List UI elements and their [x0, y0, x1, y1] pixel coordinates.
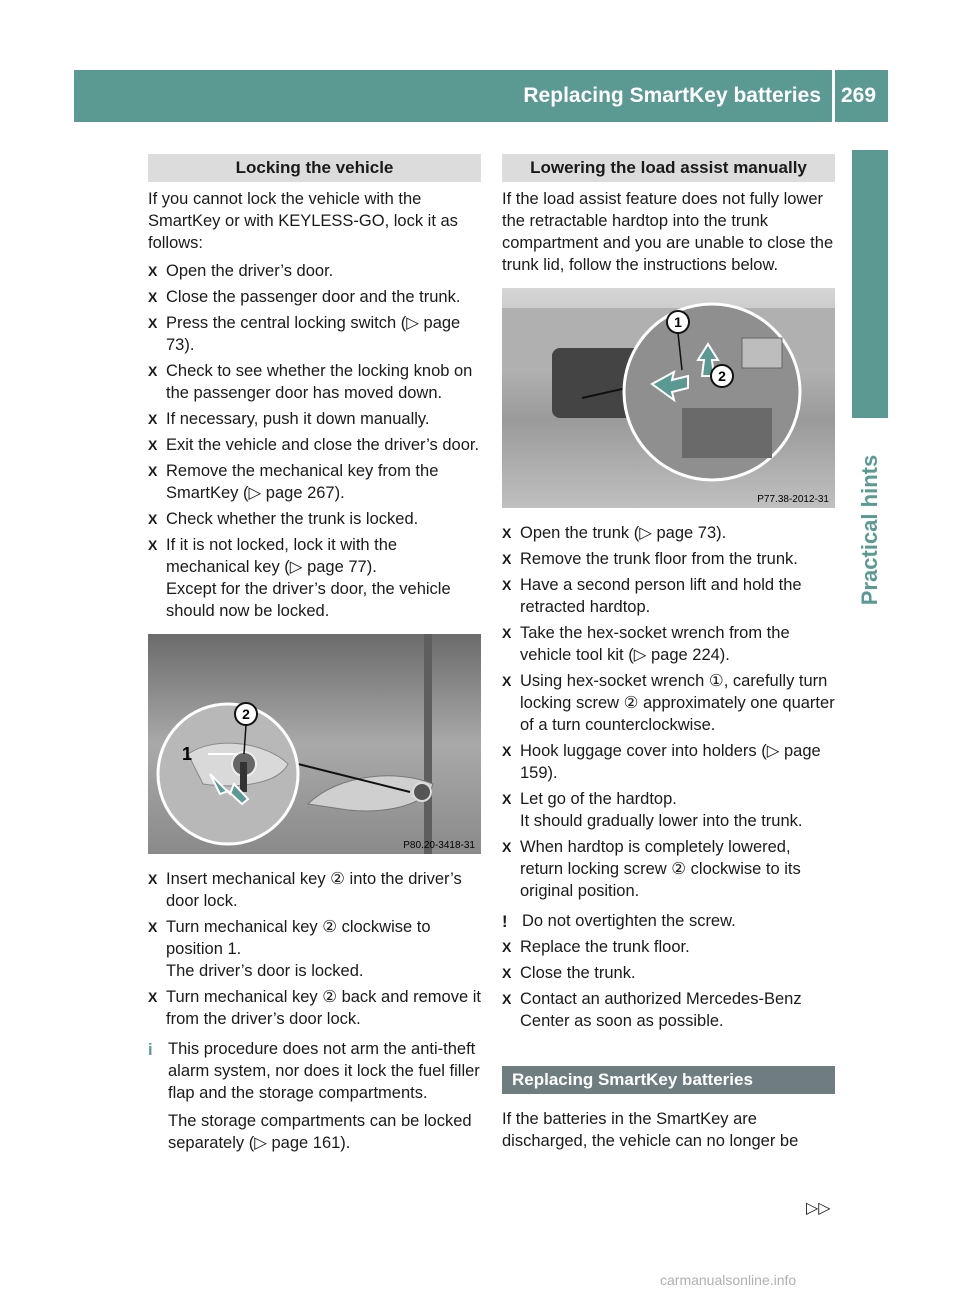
- step-marker-icon: X: [148, 919, 158, 935]
- list-item: X Let go of the hardtop. It should gradually lower into the trunk.: [502, 790, 803, 830]
- list-item: X Insert mechanical key ② into the driver’s door lock.: [148, 870, 462, 910]
- list-item: X Take the hex-socket wrench from the vehicle tool kit (▷ page 224).: [502, 624, 790, 664]
- step-marker-icon: X: [502, 673, 512, 689]
- continue-mark: ▷▷: [806, 1200, 831, 1217]
- page-title: Replacing SmartKey batteries: [523, 84, 821, 107]
- step-marker-icon: X: [148, 871, 158, 887]
- warning-note: ! Do not overtighten the screw.: [502, 912, 736, 931]
- list-item: X Exit the vehicle and close the driver’s door.: [148, 436, 480, 454]
- batteries-text: If the batteries in the SmartKey are discharged, the vehicle can no longer be: [502, 1110, 799, 1150]
- list-item: X Close the trunk.: [502, 964, 636, 982]
- list-item: X Replace the trunk floor.: [502, 938, 690, 956]
- list-item: X Contact an authorized Mercedes-Benz Center as soon as possible.: [502, 990, 802, 1030]
- side-tab: [852, 420, 888, 640]
- step-marker-icon: X: [148, 289, 158, 305]
- step-marker-icon: X: [148, 463, 158, 479]
- trunk-figure: [502, 288, 835, 508]
- step-marker-icon: X: [502, 839, 512, 855]
- list-item: X Check to see whether the locking knob on the passenger door has moved down.: [148, 362, 473, 402]
- list-item: X If it is not locked, lock it with the mechanical key (▷ page 77). Except for the driver’s door, the vehicle should now be locked.: [148, 536, 451, 620]
- list-item: X Turn mechanical key ② clockwise to position 1. The driver’s door is locked.: [148, 918, 431, 980]
- warning-icon: !: [502, 913, 508, 931]
- list-item: X If necessary, push it down manually.: [148, 410, 430, 428]
- section-heading-locking: Locking the vehicle: [148, 154, 481, 182]
- step-marker-icon: X: [148, 989, 158, 1005]
- step-marker-icon: X: [502, 625, 512, 641]
- step-marker-icon: X: [502, 965, 512, 981]
- intro-text: If you cannot lock the vehicle with the SmartKey or with KEYLESS-GO, lock it as follows:: [148, 190, 458, 252]
- step-marker-icon: X: [148, 411, 158, 427]
- intro-text: If the load assist feature does not fully lower the retractable hardtop into the trunk compartment and you are unable to close the trunk lid, follow the instructions below.: [502, 190, 834, 274]
- figure-marker-1: 1: [182, 744, 193, 764]
- trunk-illustration: [502, 288, 835, 508]
- list-item: X Using hex-socket wrench ①, carefully turn locking screw ② approximately one quarter of a turn counterclockwise.: [502, 672, 835, 734]
- info-icon: i: [148, 1041, 153, 1059]
- step-marker-icon: X: [148, 315, 158, 331]
- list-item: X Open the driver’s door.: [148, 262, 334, 280]
- step-marker-icon: X: [148, 437, 158, 453]
- list-item: X Press the central locking switch (▷ page 73).: [148, 314, 461, 354]
- watermark: carmanualsonline.info: [660, 1272, 797, 1288]
- list-item: X When hardtop is completely lowered, return locking screw ② clockwise to its original position.: [502, 838, 801, 900]
- list-item: X Turn mechanical key ② back and remove it from the driver’s door lock.: [148, 988, 481, 1028]
- info-note: i This procedure does not arm the anti-theft alarm system, nor does it lock the fuel filler flap and the storage compartments. The storage compartments can be locked separately (▷ page 161).: [148, 1040, 480, 1152]
- list-item: X Open the trunk (▷ page 73).: [502, 524, 727, 542]
- step-marker-icon: X: [502, 551, 512, 567]
- page-number: 269: [841, 84, 877, 107]
- step-marker-icon: X: [502, 939, 512, 955]
- step-marker-icon: X: [148, 511, 158, 527]
- figure-marker-2: 2: [242, 706, 250, 722]
- list-item: X Have a second person lift and hold the retracted hardtop.: [502, 576, 802, 616]
- figure-marker-2: 2: [718, 368, 726, 384]
- step-marker-icon: X: [502, 525, 512, 541]
- right-column: [502, 154, 835, 1158]
- list-item: X Remove the mechanical key from the SmartKey (▷ page 267).: [148, 462, 439, 502]
- step-marker-icon: X: [148, 537, 158, 553]
- figure-caption: P80.20-3418-31: [403, 840, 475, 851]
- door-handle-illustration: [148, 634, 481, 854]
- side-tab-block: [852, 150, 888, 418]
- section-heading-load-assist: Lowering the load assist manually: [502, 154, 835, 182]
- step-marker-icon: X: [502, 577, 512, 593]
- step-marker-icon: X: [502, 991, 512, 1007]
- figure-caption: P77.38-2012-31: [757, 494, 829, 505]
- list-item: X Close the passenger door and the trunk.: [148, 288, 461, 306]
- step-marker-icon: X: [148, 363, 158, 379]
- list-item: X Hook luggage cover into holders (▷ page 159).: [502, 742, 821, 782]
- side-tab-label: Practical hints: [857, 454, 882, 606]
- section-heading-batteries: Replacing SmartKey batteries: [502, 1066, 835, 1094]
- step-marker-icon: X: [148, 263, 158, 279]
- list-item: X Remove the trunk floor from the trunk.: [502, 550, 798, 568]
- list-item: X Check whether the trunk is locked.: [148, 510, 419, 528]
- left-column: [148, 154, 481, 1160]
- figure-marker-1: 1: [674, 314, 682, 330]
- header-separator: [832, 70, 835, 122]
- door-lock-figure: [148, 634, 481, 854]
- step-marker-icon: X: [502, 743, 512, 759]
- step-marker-icon: X: [502, 791, 512, 807]
